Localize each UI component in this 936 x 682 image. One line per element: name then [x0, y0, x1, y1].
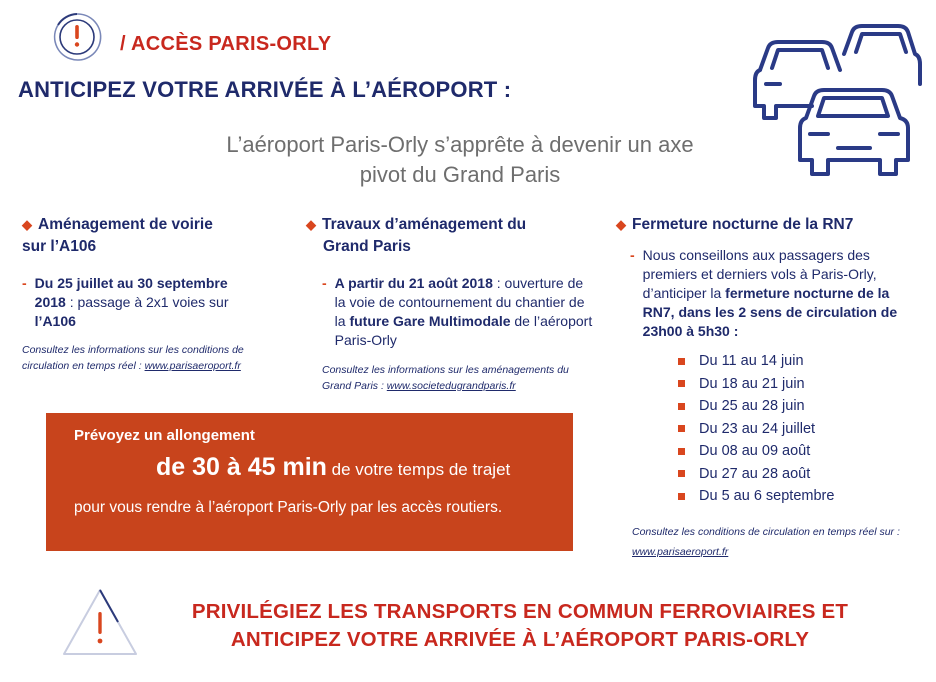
section-heading: ◆ Aménagement de voirie sur l’A106: [22, 216, 213, 255]
square-bullet-icon: [678, 425, 685, 432]
square-bullet-icon: [678, 403, 685, 410]
banner-line-1: Prévoyez un allongement: [74, 427, 255, 444]
banner-line-3: pour vous rendre à l’aéroport Paris-Orly par les accès routiers.: [74, 499, 503, 516]
list-item: Du 27 au 28 août: [678, 463, 916, 486]
diamond-bullet-icon: ◆: [22, 217, 32, 232]
dash-bullet-icon: -: [22, 275, 27, 291]
list-item: Du 23 au 24 juillet: [678, 418, 916, 441]
section-body: - Du 25 juillet au 30 septembre 2018 : passage à 2x1 voies sur l’A106: [22, 275, 229, 329]
parisaeroport-link[interactable]: www.parisaeroport.fr: [144, 360, 241, 372]
footer-message: [150, 598, 890, 654]
closure-dates-list: [616, 350, 916, 508]
dash-bullet-icon: -: [322, 275, 327, 291]
list-item: Du 11 au 14 juin: [678, 350, 916, 373]
info-note: Consultez les informations sur les conditions de circulation en temps réel : www.parisaeroport.fr: [22, 344, 244, 372]
alert-circle-icon: [50, 10, 104, 64]
societedugrandparis-link[interactable]: www.societedugrandparis.fr: [386, 380, 516, 392]
tagline: [180, 130, 740, 190]
section-heading: ◆ Travaux d’aménagement du Grand Paris: [306, 216, 527, 255]
section-heading: ◆ Fermeture nocturne de la RN7: [616, 216, 854, 233]
section-road-works: [22, 214, 282, 374]
section-body: - Nous conseillons aux passagers des premiers et derniers vols à Paris-Orly, d’anticiper la fermeture nocturne de la RN7, dans les 2 sens de circulation de 23h00 à 5h30 :: [630, 247, 898, 339]
square-bullet-icon: [678, 358, 685, 365]
warning-triangle-icon: [60, 584, 140, 664]
delay-banner: [46, 413, 573, 551]
footer-line-2: ANTICIPEZ VOTRE ARRIVÉE À L’AÉROPORT PARIS-ORLY: [230, 628, 810, 651]
cars-icon: [752, 14, 922, 182]
info-note: Consultez les informations sur les aménagements du Grand Paris : www.societedugrandparis.fr: [322, 364, 569, 392]
square-bullet-icon: [678, 380, 685, 387]
square-bullet-icon: [678, 448, 685, 455]
banner-line-2: de 30 à 45 min de votre temps de trajet: [156, 453, 511, 481]
list-item: Du 5 au 6 septembre: [678, 485, 916, 508]
list-item: Du 18 au 21 juin: [678, 373, 916, 396]
section-grand-paris: [306, 214, 606, 394]
square-bullet-icon: [678, 493, 685, 500]
tagline-line-1: L’aéroport Paris-Orly s’apprête à devenir un axe: [226, 132, 694, 157]
parisaeroport-link[interactable]: www.parisaeroport.fr: [632, 545, 729, 558]
info-note: Consultez les conditions de circulation en temps réel sur : www.parisaeroport.fr: [632, 525, 900, 558]
footer-line-1: PRIVILÉGIEZ LES TRANSPORTS EN COMMUN FERROVIAIRES ET: [191, 600, 849, 623]
section-rn7-closure: [616, 214, 916, 562]
list-item: Du 08 au 09 août: [678, 440, 916, 463]
tagline-line-2: pivot du Grand Paris: [359, 162, 561, 187]
dash-bullet-icon: -: [630, 247, 635, 263]
list-item: Du 25 au 28 juin: [678, 395, 916, 418]
square-bullet-icon: [678, 470, 685, 477]
page-title: / ACCÈS PARIS-ORLY: [120, 33, 332, 55]
diamond-bullet-icon: ◆: [306, 217, 316, 232]
section-body: - A partir du 21 août 2018 : ouverture de la voie de contournement du chantier de la future Gare Multimodale de l’aéroport Paris-Orly: [322, 275, 593, 348]
diamond-bullet-icon: ◆: [616, 217, 626, 232]
page-subtitle: ANTICIPEZ VOTRE ARRIVÉE À L’AÉROPORT :: [18, 77, 512, 102]
